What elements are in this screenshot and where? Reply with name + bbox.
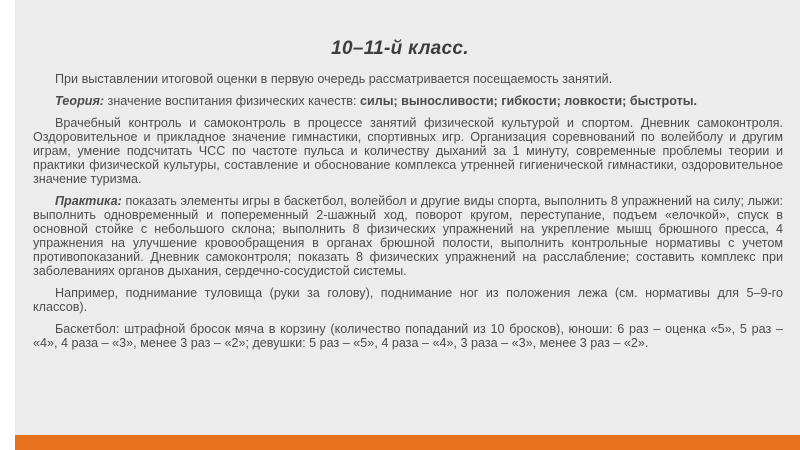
slide-title: 10–11-й класс. — [331, 38, 469, 59]
paragraph-basketball: Баскетбол: штрафной бросок мяча в корзину (количество попаданий из 10 бросков), юноши: 6 раз – оценка «5», 5 раз – «4», 4 раза – «3», менее 3 раз – «2»; девушки: 5 раз – «5», 4 раза – «4», 3 раза – «3», менее 3 раз – «2». — [33, 322, 783, 350]
paragraph-practice — [33, 194, 783, 278]
paragraph-theory — [33, 94, 783, 108]
practice-text: показать элементы игры в баскетбол, волейбол и другие виды спорта, выполнить 8 упражнений на силу; лыжи: выполнить одновременный и попеременный 2-шажный ход, поворот кругом, переступание, подъем «елочкой», спуск в основной стойке с небольшого склона; выполнить 8 физических упражнений на укрепление мышц брюшного пресса, 4 упражнения на улучшение кровообращения в органах брюшной полости, выполнить контрольные нормативы с учетом противопоказаний. Дневник самоконтроля; показать 8 физических упражнений на расслабление; составить комплекс при заболеваниях органов дыхания, сердечно-сосудистой системы. — [33, 194, 783, 278]
accent-bar — [15, 435, 800, 450]
paragraph-medical-control: Врачебный контроль и самоконтроль в процессе занятий физической культурой и спортом. Дневник самоконтроля. Оздоровительное и прикладное значение гимнастики, спортивных игр. Организация соревнований по волейболу и другим играм, умение подсчитать ЧСС по частоте пульса и количеству дыханий за 1 минуту, современные проблемы теории и практики физической культуры, составление и обоснование комплекса утренней гигиенической гимнастики, оздоровительное значение туризма. — [33, 116, 783, 186]
theory-label: Теория: — [55, 94, 105, 108]
paragraph-attendance: При выставлении итоговой оценки в первую очередь рассматривается посещаемость занятий. — [55, 72, 613, 86]
theory-qualities: силы; выносливости; гибкости; ловкости; быстроты. — [359, 94, 698, 108]
paragraph-example: Например, поднимание туловища (руки за голову), поднимание ног из положения лежа (см. нормативы для 5–9-го классов). — [33, 286, 783, 314]
slide-body — [33, 72, 783, 358]
practice-label: Практика: — [55, 194, 122, 208]
theory-text: значение воспитания физических качеств: — [104, 94, 360, 108]
